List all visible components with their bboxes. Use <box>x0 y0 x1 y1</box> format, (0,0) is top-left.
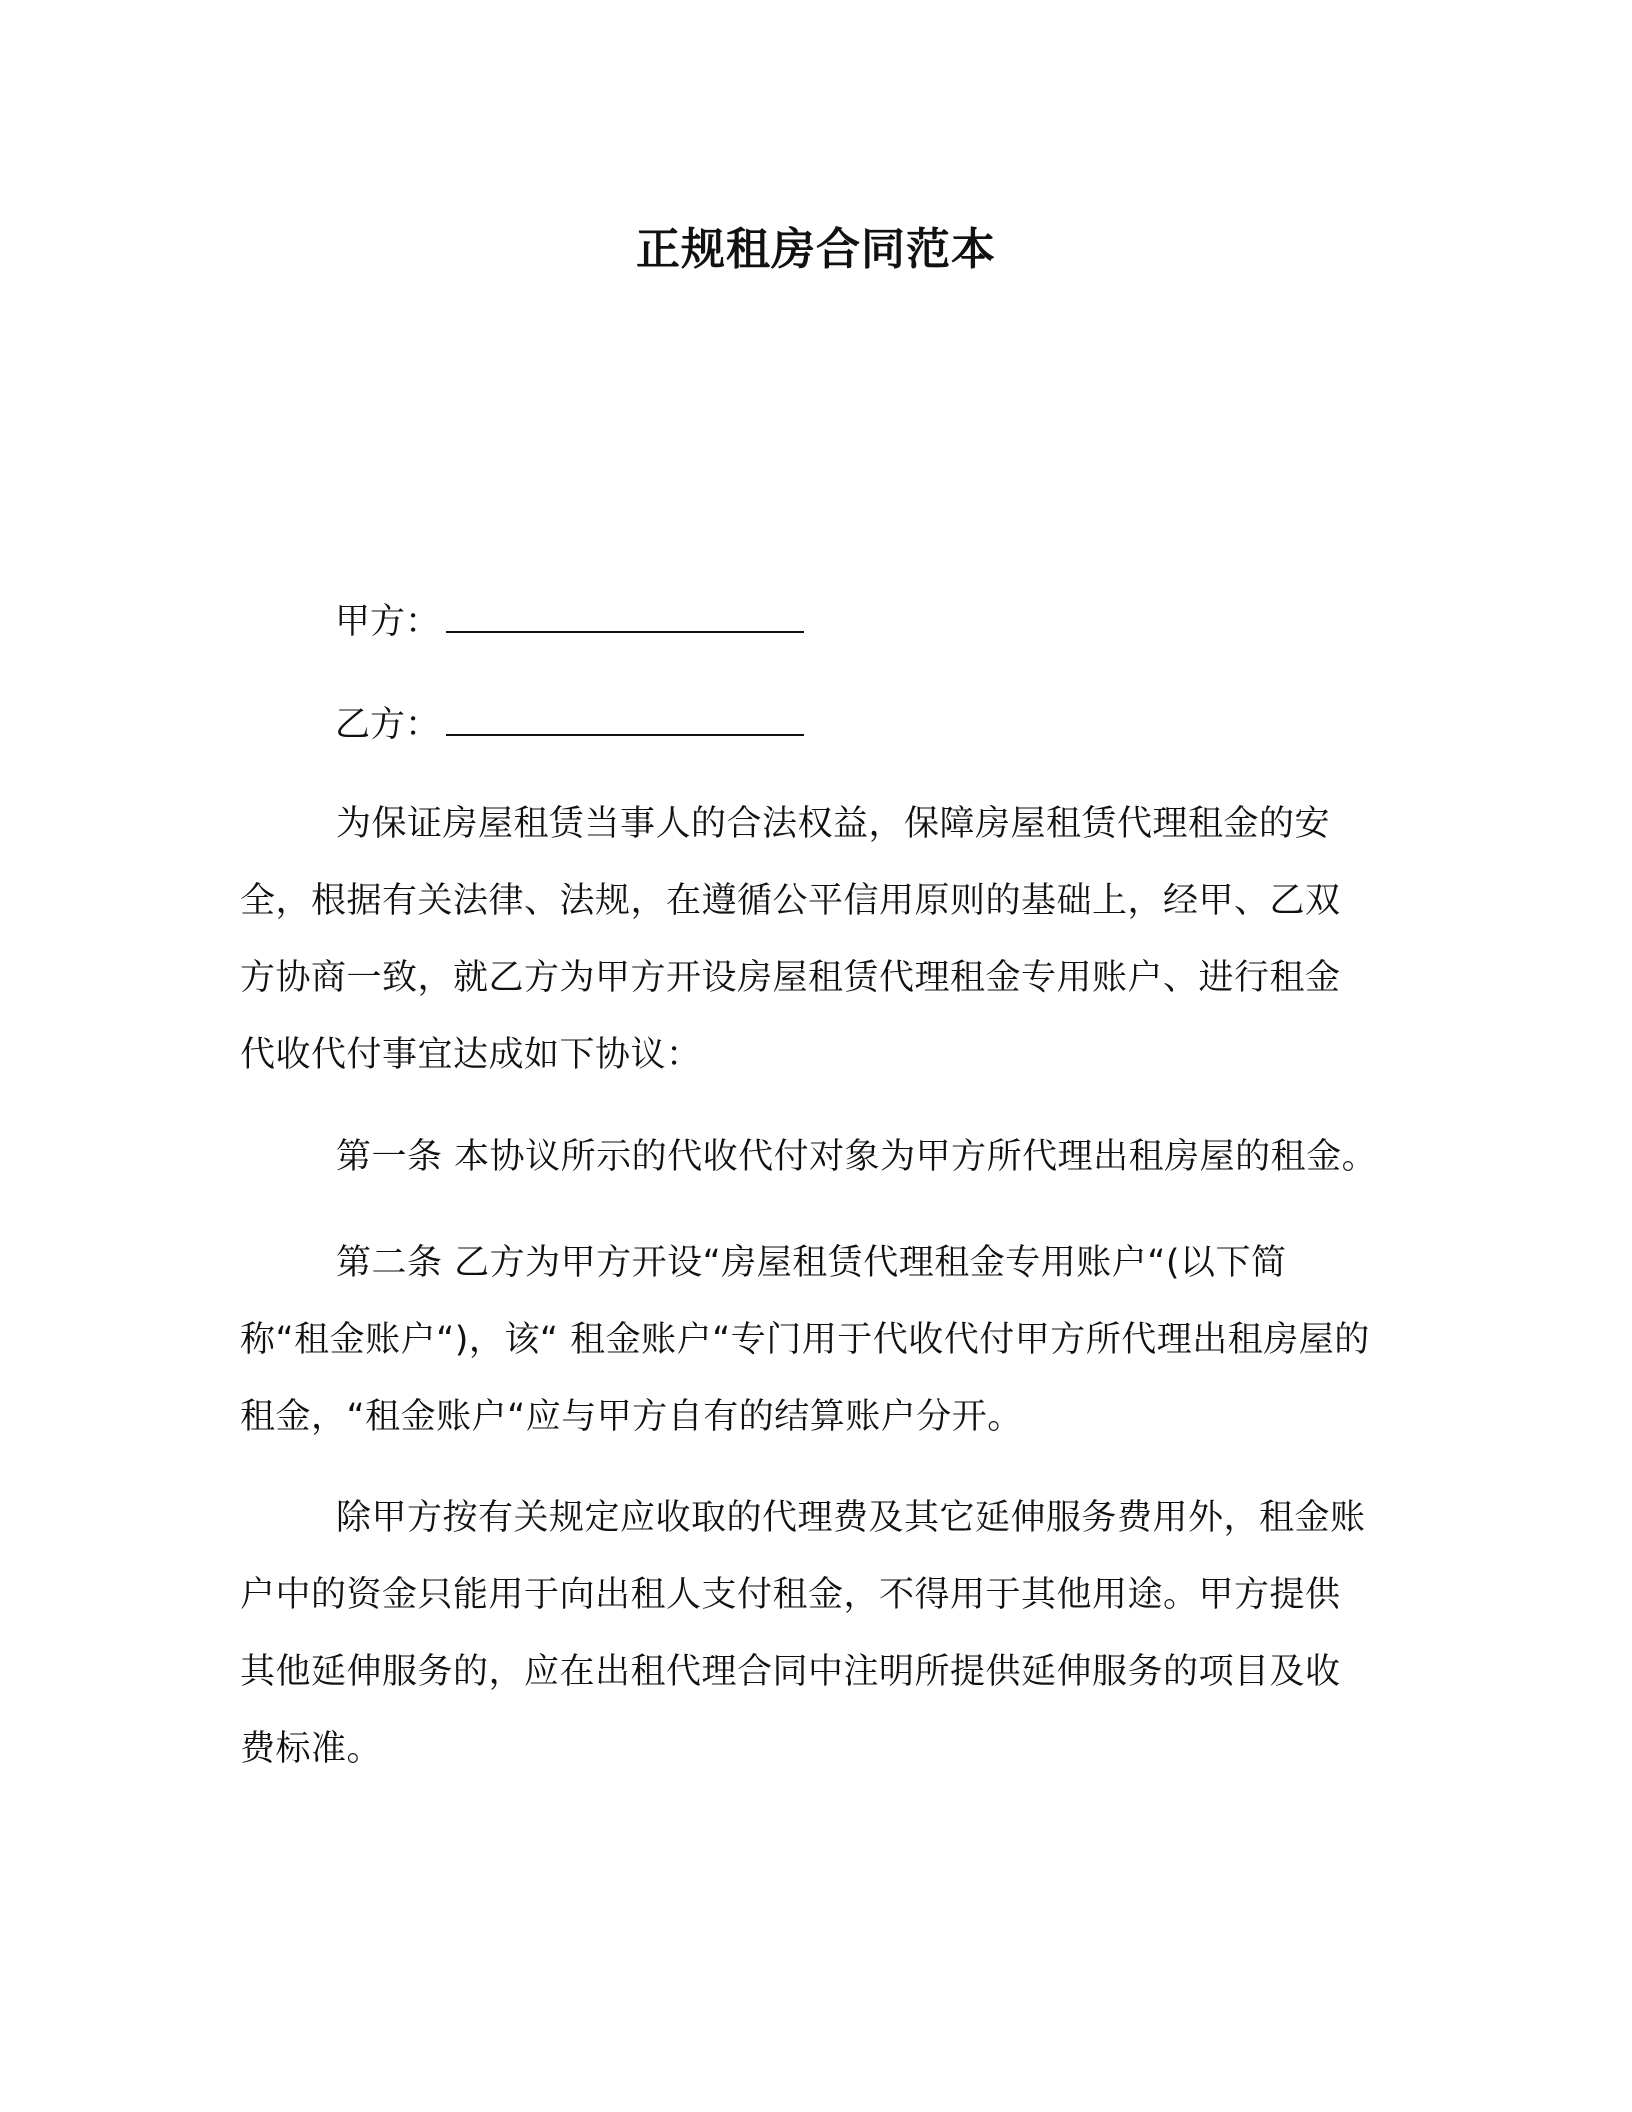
party-b-blank-line <box>446 700 804 736</box>
party-a-label: 甲方： <box>335 602 441 642</box>
party-a-field <box>335 597 804 644</box>
party-a-blank-line <box>446 597 804 633</box>
document-title: 正规租房合同范本 <box>636 224 996 275</box>
paragraph-article-1: 第一条 本协议所示的代收代付对象为甲方所代理出租房屋的租金。 <box>336 1137 1378 1177</box>
paragraph-article-2: 第二条 乙方为甲方开设“房屋租赁代理租金专用账户“(以下简称“租金账户“)，该“ 租金账户“专门用于代收代付甲方所代理出租房屋的租金，“租金账户“应与甲方自有的结算账户分开。 <box>240 1243 1370 1437</box>
paragraph-preamble: 为保证房屋租赁当事人的合法权益，保障房屋租赁代理租金的安全，根据有关法律、法规，在遵循公平信用原则的基础上，经甲、乙双方协商一致，就乙方为甲方开设房屋租赁代理租金专用账户、进行租金代收代付事宜达成如下协议： <box>240 804 1341 1075</box>
party-b-field <box>335 700 804 747</box>
paragraph-usage: 除甲方按有关规定应收取的代理费及其它延伸服务费用外，租金账户中的资金只能用于向出租人支付租金，不得用于其他用途。甲方提供其他延伸服务的，应在出租代理合同中注明所提供延伸服务的项目及收费标准。 <box>240 1498 1366 1769</box>
party-b-label: 乙方： <box>335 705 441 745</box>
